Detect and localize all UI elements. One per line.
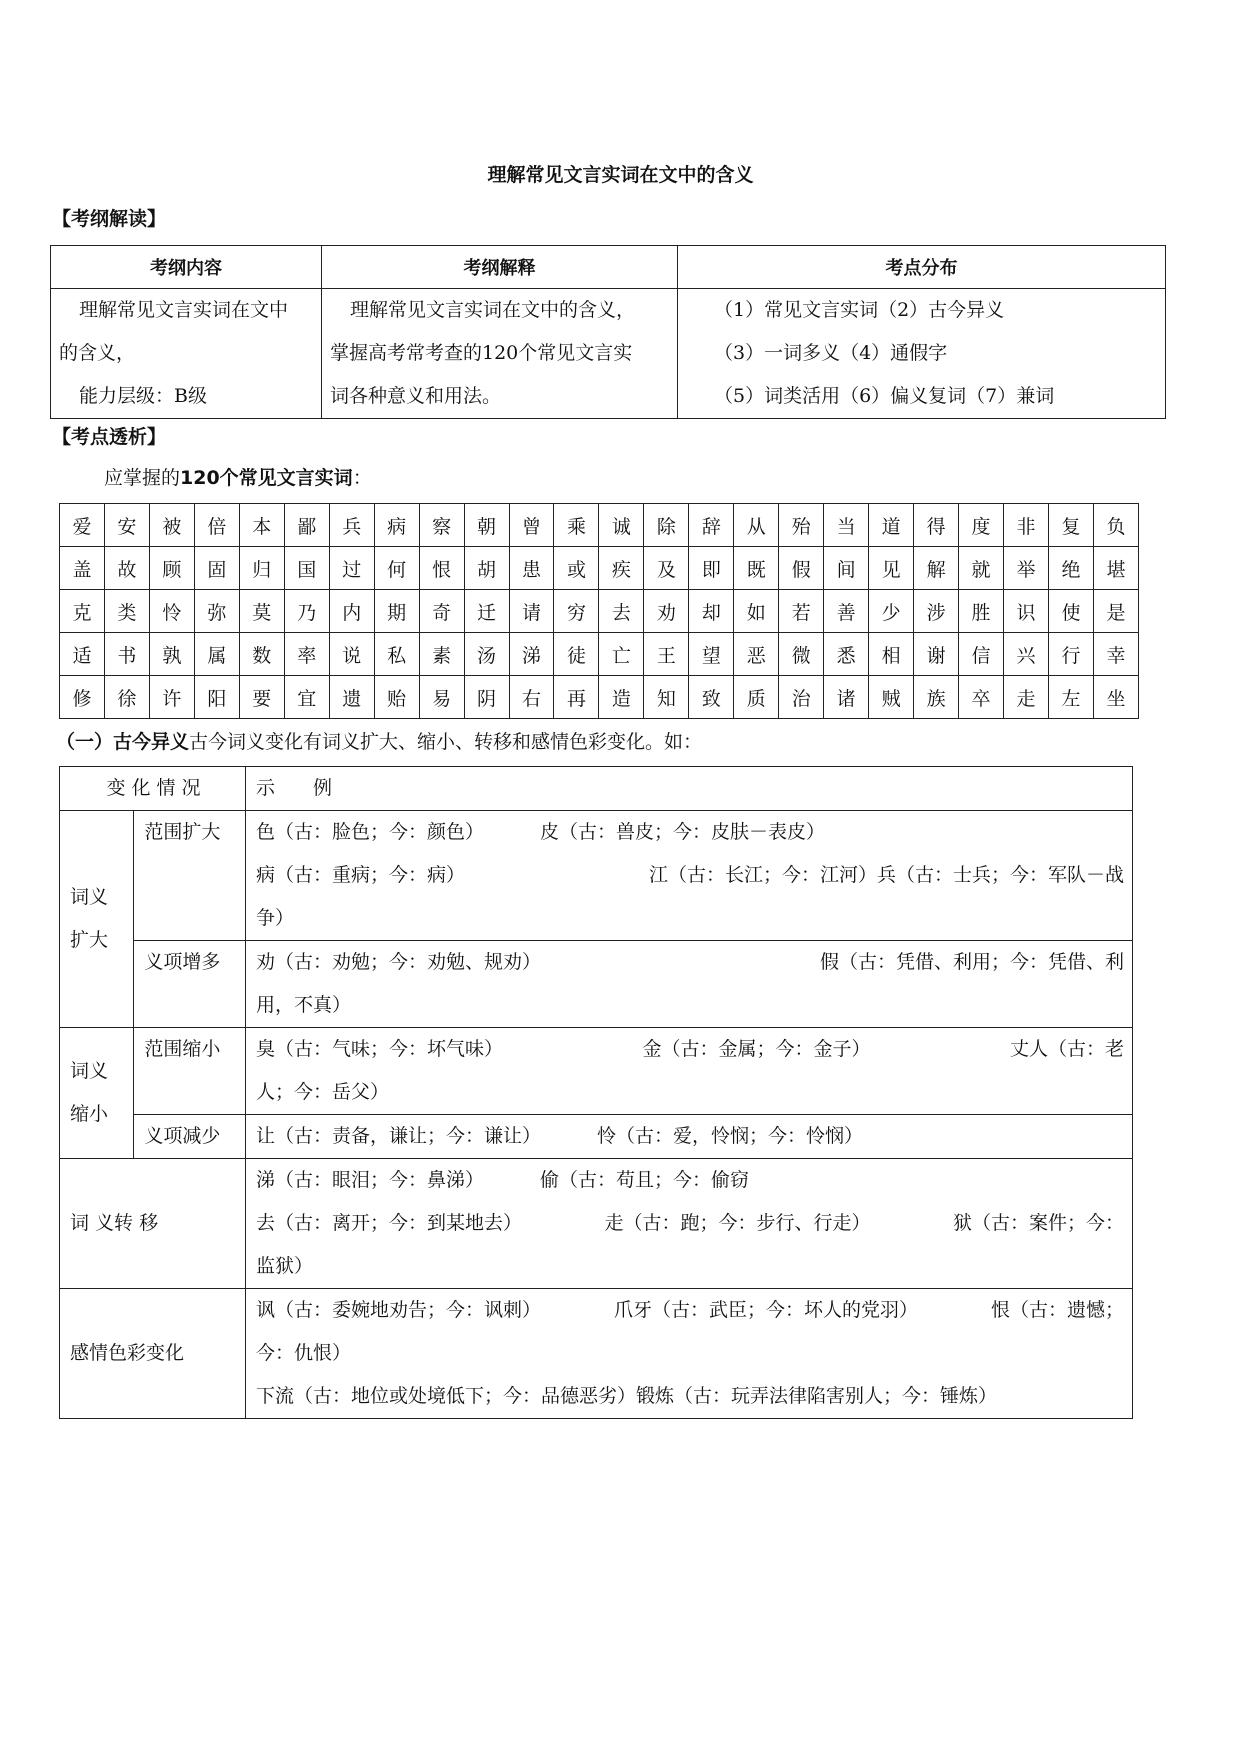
word-cell: 适 [60, 633, 105, 676]
word-cell: 造 [599, 676, 644, 719]
word-cell: 族 [914, 676, 959, 719]
outline-table [50, 245, 1166, 419]
shrink-range-label: 范围缩小 [134, 1028, 246, 1115]
word-cell: 兵 [329, 504, 374, 547]
word-cell: 内 [329, 590, 374, 633]
word-cell: 善 [824, 590, 869, 633]
word-cell: 类 [104, 590, 149, 633]
word-cell: 孰 [149, 633, 194, 676]
word-cell: 期 [374, 590, 419, 633]
page-title: 理解常见文言实词在文中的含义 [487, 164, 754, 186]
word-cell: 质 [734, 676, 779, 719]
emotion-examples: 讽（古：委婉地劝告；今：讽刺） 爪牙（古：武臣；今：坏人的党羽） 恨（古：遗憾； 今：仇恨） 下流（古：地位或处境低下；今：品德恶劣）锻炼（古：玩弄法律陷害别人；今：锤炼） [246, 1289, 1133, 1419]
word-cell: 致 [689, 676, 734, 719]
word-cell: 私 [374, 633, 419, 676]
word-cell: 盖 [60, 547, 105, 590]
word-cell: 见 [869, 547, 914, 590]
word-cell: 度 [959, 504, 1004, 547]
word-cell: 是 [1093, 590, 1138, 633]
outline-heading: 【考纲解读】 [52, 208, 167, 230]
shift-examples: 涕（古：眼泪；今：鼻涕） 偷（古：苟且；今：偷窃 去（古：离开；今：到某地去） 走（古：跑；今：步行、行走） 狱（古：案件；今： 监狱） [246, 1159, 1133, 1289]
word-cell: 汤 [464, 633, 509, 676]
word-cell: 贼 [869, 676, 914, 719]
word-cell: 当 [824, 504, 869, 547]
header-content: 考纲内容 [51, 246, 322, 289]
expand-range-examples: 色（古：脸色；今：颜色） 皮（古：兽皮；今：皮肤－表皮） 病（古：重病；今：病） 江（古：长江；今：江河）兵（古：士兵；今：军队－战 争） [246, 811, 1133, 941]
word-cell: 望 [689, 633, 734, 676]
outline-explain-cell: 理解常见文言实词在文中的含义， 掌握高考常考查的120个常见文言实 词各种意义和用法。 [322, 289, 678, 419]
word-cell: 走 [1004, 676, 1049, 719]
word-cell: 识 [1004, 590, 1049, 633]
word-cell: 说 [329, 633, 374, 676]
word-cell: 诚 [599, 504, 644, 547]
outline-distribution-cell: （1）常见文言实词（2）古今异义 （3）一词多义（4）通假字 （5）词类活用（6）偏义复词（7）兼词 [678, 289, 1166, 419]
word-cell: 及 [644, 547, 689, 590]
word-cell: 许 [149, 676, 194, 719]
word-cell: 或 [554, 547, 599, 590]
word-cell: 请 [509, 590, 554, 633]
word-cell: 劝 [644, 590, 689, 633]
word-cell: 病 [374, 504, 419, 547]
word-cell: 坐 [1093, 676, 1138, 719]
word-cell: 徒 [554, 633, 599, 676]
word-cell: 阳 [194, 676, 239, 719]
change-table [59, 766, 1133, 1419]
word-cell: 恨 [419, 547, 464, 590]
word-cell: 易 [419, 676, 464, 719]
word-cell: 何 [374, 547, 419, 590]
word-cell: 过 [329, 547, 374, 590]
word-cell: 胡 [464, 547, 509, 590]
word-cell: 就 [959, 547, 1004, 590]
word-cell: 若 [779, 590, 824, 633]
word-cell: 得 [914, 504, 959, 547]
header-distribution: 考点分布 [678, 246, 1166, 289]
word-cell: 疾 [599, 547, 644, 590]
shrink-items-label: 义项减少 [134, 1115, 246, 1159]
expand-items-examples: 劝（古：劝勉；今：劝勉、规劝） 假（古：凭借、利用；今：凭借、利 用，不真） [246, 941, 1133, 1028]
shrink-items-examples: 让（古：责备，谦让；今：谦让） 怜（古：爱，怜悯；今：怜悯） [246, 1115, 1133, 1159]
word-cell: 道 [869, 504, 914, 547]
word-grid-row [60, 590, 1139, 633]
word-cell: 弥 [194, 590, 239, 633]
word-cell: 恶 [734, 633, 779, 676]
word-cell: 患 [509, 547, 554, 590]
word-cell: 曾 [509, 504, 554, 547]
word-cell: 复 [1048, 504, 1093, 547]
word-cell: 辞 [689, 504, 734, 547]
analysis-heading: 【考点透析】 [52, 426, 167, 448]
word-cell: 属 [194, 633, 239, 676]
word-cell: 却 [689, 590, 734, 633]
word-cell: 宜 [284, 676, 329, 719]
word-cell: 遗 [329, 676, 374, 719]
word-cell: 莫 [239, 590, 284, 633]
expand-items-label: 义项增多 [134, 941, 246, 1028]
word-cell: 鄙 [284, 504, 329, 547]
emotion-label: 感情色彩变化 [60, 1289, 246, 1419]
word-cell: 假 [779, 547, 824, 590]
word-cell: 使 [1048, 590, 1093, 633]
word-cell: 知 [644, 676, 689, 719]
word-cell: 要 [239, 676, 284, 719]
word-cell: 归 [239, 547, 284, 590]
word-cell: 涉 [914, 590, 959, 633]
word-cell: 非 [1004, 504, 1049, 547]
word-cell: 即 [689, 547, 734, 590]
word-grid-row [60, 504, 1139, 547]
word-cell: 徐 [104, 676, 149, 719]
change-header-right: 示 例 [246, 767, 1133, 811]
word-cell: 迁 [464, 590, 509, 633]
word-cell: 率 [284, 633, 329, 676]
word-cell: 贻 [374, 676, 419, 719]
shift-label: 词 义转 移 [60, 1159, 246, 1289]
word-cell: 涕 [509, 633, 554, 676]
word-cell: 诸 [824, 676, 869, 719]
word-cell: 卒 [959, 676, 1004, 719]
word-cell: 乘 [554, 504, 599, 547]
word-grid [59, 503, 1139, 719]
word-cell: 左 [1048, 676, 1093, 719]
word-cell: 安 [104, 504, 149, 547]
word-cell: 阴 [464, 676, 509, 719]
word-cell: 察 [419, 504, 464, 547]
word-cell: 亡 [599, 633, 644, 676]
word-grid-row [60, 547, 1139, 590]
word-cell: 本 [239, 504, 284, 547]
intro-text: 应掌握的120个常见文言实词： [104, 467, 372, 489]
word-cell: 绝 [1048, 547, 1093, 590]
word-cell: 悉 [824, 633, 869, 676]
word-cell: 举 [1004, 547, 1049, 590]
header-explain: 考纲解释 [322, 246, 678, 289]
expand-label: 词义 扩大 [60, 811, 134, 1028]
word-cell: 兴 [1004, 633, 1049, 676]
word-cell: 解 [914, 547, 959, 590]
word-cell: 穷 [554, 590, 599, 633]
word-cell: 如 [734, 590, 779, 633]
word-cell: 朝 [464, 504, 509, 547]
shrink-range-examples: 臭（古：气味；今：坏气味） 金（古：金属；今：金子） 丈人（古：老 人；今：岳父） [246, 1028, 1133, 1115]
word-cell: 去 [599, 590, 644, 633]
word-cell: 克 [60, 590, 105, 633]
word-cell: 怜 [149, 590, 194, 633]
word-cell: 顾 [149, 547, 194, 590]
word-cell: 倍 [194, 504, 239, 547]
word-cell: 数 [239, 633, 284, 676]
outline-content-cell: 理解常见文言实词在文中 的含义， 能力层级：B级 [51, 289, 322, 419]
word-cell: 相 [869, 633, 914, 676]
word-cell: 故 [104, 547, 149, 590]
word-cell: 既 [734, 547, 779, 590]
shrink-label: 词义 缩小 [60, 1028, 134, 1159]
word-grid-row [60, 676, 1139, 719]
word-cell: 信 [959, 633, 1004, 676]
word-cell: 幸 [1093, 633, 1138, 676]
word-cell: 谢 [914, 633, 959, 676]
word-cell: 修 [60, 676, 105, 719]
subsection-heading: （一）古今异义古今词义变化有词义扩大、缩小、转移和感情色彩变化。如： [56, 731, 703, 753]
word-cell: 右 [509, 676, 554, 719]
word-cell: 行 [1048, 633, 1093, 676]
word-cell: 王 [644, 633, 689, 676]
word-cell: 书 [104, 633, 149, 676]
word-cell: 负 [1093, 504, 1138, 547]
word-cell: 乃 [284, 590, 329, 633]
word-cell: 间 [824, 547, 869, 590]
word-cell: 国 [284, 547, 329, 590]
word-grid-row [60, 633, 1139, 676]
word-cell: 除 [644, 504, 689, 547]
change-header-left: 变 化 情 况 [60, 767, 246, 811]
expand-range-label: 范围扩大 [134, 811, 246, 941]
word-cell: 奇 [419, 590, 464, 633]
word-cell: 被 [149, 504, 194, 547]
word-cell: 从 [734, 504, 779, 547]
word-cell: 堪 [1093, 547, 1138, 590]
word-cell: 素 [419, 633, 464, 676]
word-cell: 微 [779, 633, 824, 676]
word-cell: 治 [779, 676, 824, 719]
word-cell: 爱 [60, 504, 105, 547]
word-cell: 胜 [959, 590, 1004, 633]
word-cell: 少 [869, 590, 914, 633]
word-cell: 殆 [779, 504, 824, 547]
word-cell: 固 [194, 547, 239, 590]
word-cell: 再 [554, 676, 599, 719]
